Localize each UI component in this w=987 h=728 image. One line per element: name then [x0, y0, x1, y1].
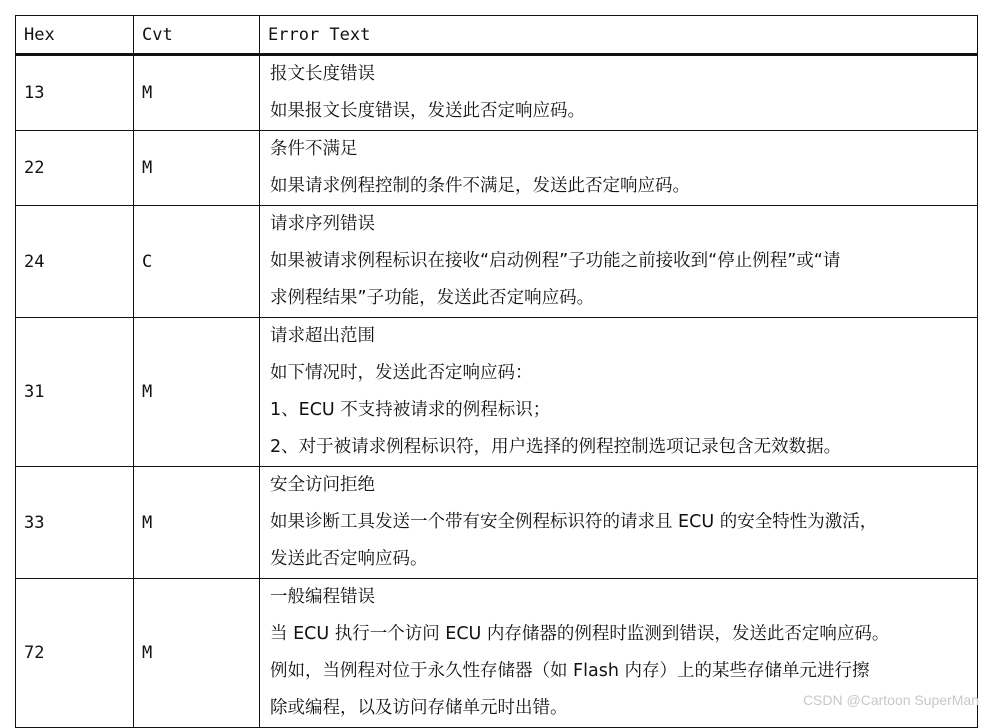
table-header-row [16, 16, 978, 55]
table-row [16, 467, 978, 579]
error-description-line: 如果被请求例程标识在接收“启动例程”子功能之前接收到“停止例程”或“请 [270, 251, 841, 271]
cvt-cell: M [134, 467, 260, 579]
table-row [16, 131, 978, 206]
cvt-cell: M [134, 579, 260, 728]
header-hex: Hex [16, 16, 134, 55]
table-row [16, 318, 978, 467]
hex-cell: 13 [16, 55, 134, 131]
hex-cell: 22 [16, 131, 134, 206]
error-description-line: 2、对于被请求例程标识符，用户选择的例程控制选项记录包含无效数据。 [270, 437, 842, 457]
cvt-cell: M [134, 131, 260, 206]
error-description-line: 当 ECU 执行一个访问 ECU 内存储器的例程时监测到错误，发送此否定响应码。 [270, 624, 890, 644]
error-title: 请求超出范围 [270, 326, 375, 346]
table-row [16, 55, 978, 131]
nrc-table [15, 15, 978, 728]
error-description-line: 如果诊断工具发送一个带有安全例程标识符的请求且 ECU 的安全特性为激活， [270, 512, 878, 532]
error-description-line: 例如，当例程对位于永久性存储器（如 Flash 内存）上的某些存储单元进行擦 [270, 661, 870, 681]
error-title: 条件不满足 [270, 139, 358, 159]
error-text-cell [260, 55, 978, 131]
header-cvt: Cvt [134, 16, 260, 55]
error-title: 报文长度错误 [270, 64, 375, 84]
error-description-line: 如果报文长度错误，发送此否定响应码。 [270, 101, 585, 121]
error-text-cell [260, 318, 978, 467]
error-description-line: 如下情况时，发送此否定响应码： [270, 363, 533, 383]
error-title: 一般编程错误 [270, 587, 375, 607]
watermark: CSDN @Cartoon SuperMan [802, 692, 979, 708]
error-text-cell [260, 467, 978, 579]
error-text-cell [260, 206, 978, 318]
header-error-text: Error Text [260, 16, 978, 55]
error-title: 安全访问拒绝 [270, 475, 375, 495]
table-row [16, 206, 978, 318]
nrc-table-body [16, 16, 978, 728]
error-description-line: 除或编程，以及访问存储单元时出错。 [270, 698, 568, 718]
error-description-line: 1、ECU 不支持被请求的例程标识； [270, 400, 551, 420]
error-description-line: 求例程结果”子功能，发送此否定响应码。 [270, 288, 595, 308]
error-title: 请求序列错误 [270, 214, 375, 234]
hex-cell: 33 [16, 467, 134, 579]
cvt-cell: M [134, 55, 260, 131]
hex-cell: 72 [16, 579, 134, 728]
cvt-cell: M [134, 318, 260, 467]
error-text-cell [260, 131, 978, 206]
error-description-line: 如果请求例程控制的条件不满足，发送此否定响应码。 [270, 176, 690, 196]
error-description-line: 发送此否定响应码。 [270, 549, 428, 569]
hex-cell: 31 [16, 318, 134, 467]
cvt-cell: C [134, 206, 260, 318]
hex-cell: 24 [16, 206, 134, 318]
